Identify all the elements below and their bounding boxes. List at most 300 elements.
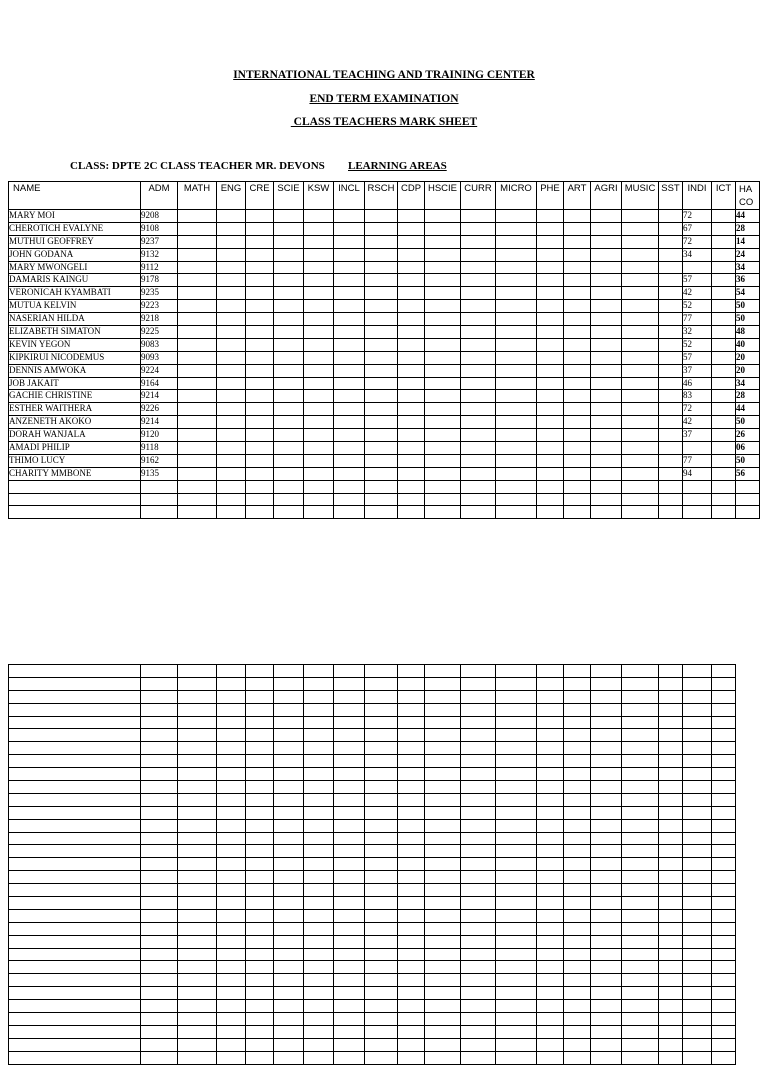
mark-cell [217,351,246,364]
mark-cell [659,416,683,429]
mark-cell [304,326,334,339]
mark-cell [425,313,461,326]
blank-cell [334,716,365,729]
mark-cell [622,222,659,235]
mark-cell [365,248,398,261]
blank-cell [683,781,712,794]
student-name: KIPKIRUI NICODEMUS [9,351,141,364]
blank-cell [246,690,274,703]
mark-cell [365,261,398,274]
blank-cell [683,768,712,781]
mark-cell [712,364,736,377]
mark-cell [246,274,274,287]
mark-cell [398,403,425,416]
mark-cell [178,351,217,364]
blank-cell [365,884,398,897]
blank-cell [398,806,425,819]
mark-cell [178,274,217,287]
blank-cell [712,703,736,716]
blank-cell [178,948,217,961]
blank-cell [537,665,564,678]
blank-cell [461,948,496,961]
blank-cell [496,948,537,961]
empty-cell [334,506,365,519]
mark-cell [178,390,217,403]
adm-number: 9218 [141,313,178,326]
blank-cell [274,665,304,678]
mark-cell [659,454,683,467]
mark-cell [496,429,537,442]
blank-cell [217,1025,246,1038]
mark-cell [274,248,304,261]
mark-cell [622,390,659,403]
mark-cell [622,235,659,248]
blank-cell [425,1000,461,1013]
blank-cell [304,768,334,781]
student-row [9,429,760,442]
mark-cell [591,377,622,390]
blank-cell [622,806,659,819]
blank-cell [461,961,496,974]
blank-cell [9,1025,141,1038]
blank-cell [564,793,591,806]
mark-cell [537,390,564,403]
blank-cell [398,922,425,935]
mark-cell [246,351,274,364]
mark-cell [304,235,334,248]
blank-cell [274,948,304,961]
mark-cell [425,416,461,429]
last-column-mark: 36 [736,274,760,287]
mark-cell [246,261,274,274]
blank-cell [334,1000,365,1013]
blank-cell [461,935,496,948]
mark-cell [304,442,334,455]
blank-cell [246,742,274,755]
blank-cell [217,987,246,1000]
mark-cell [591,442,622,455]
blank-cell [334,897,365,910]
blank-cell [496,884,537,897]
blank-cell [591,742,622,755]
blank-row [9,948,736,961]
blank-cell [425,832,461,845]
blank-cell [496,832,537,845]
mark-cell [712,313,736,326]
blank-cell [659,832,683,845]
empty-cell [141,480,178,493]
column-header-curr: CURR [461,182,496,210]
mark-cell [496,403,537,416]
blank-cell [683,909,712,922]
mark-cell [425,326,461,339]
blank-cell [622,755,659,768]
mark-cell [537,287,564,300]
blank-cell [141,909,178,922]
blank-row [9,1051,736,1064]
blank-cell [622,703,659,716]
blank-cell [622,1025,659,1038]
blank-cell [365,806,398,819]
indi-mark: 34 [683,248,712,261]
blank-cell [246,845,274,858]
blank-cell [683,755,712,768]
indi-mark: 72 [683,235,712,248]
mark-cell [398,442,425,455]
blank-cell [461,806,496,819]
mark-cell [659,222,683,235]
blank-cell [334,974,365,987]
mark-cell [712,274,736,287]
blank-cell [591,948,622,961]
empty-cell [683,480,712,493]
blank-cell [537,1051,564,1064]
blank-cell [141,768,178,781]
blank-cell [304,897,334,910]
blank-row [9,961,736,974]
mark-cell [496,261,537,274]
blank-cell [217,922,246,935]
blank-cell [141,703,178,716]
mark-cell [591,454,622,467]
mark-cell [217,364,246,377]
blank-cell [537,793,564,806]
blank-cell [683,1000,712,1013]
mark-cell [365,416,398,429]
mark-cell [425,261,461,274]
blank-row [9,922,736,935]
blank-cell [178,961,217,974]
mark-cell [334,338,365,351]
empty-cell [736,506,760,519]
mark-cell [591,416,622,429]
blank-cell [591,793,622,806]
blank-row [9,768,736,781]
blank-cell [461,922,496,935]
mark-cell [712,222,736,235]
blank-cell [622,909,659,922]
blank-cell [537,806,564,819]
blank-cell [246,948,274,961]
blank-cell [178,806,217,819]
blank-cell [564,819,591,832]
blank-cell [365,755,398,768]
mark-cell [217,454,246,467]
indi-mark: 37 [683,429,712,442]
blank-cell [141,871,178,884]
blank-cell [659,677,683,690]
mark-cell [217,261,246,274]
mark-cell [496,313,537,326]
blank-cell [141,793,178,806]
blank-cell [217,703,246,716]
blank-cell [141,897,178,910]
blank-cell [659,729,683,742]
blank-cell [425,781,461,794]
mark-cell [274,351,304,364]
mark-cell [304,248,334,261]
blank-cell [712,935,736,948]
blank-row [9,793,736,806]
blank-cell [365,1038,398,1051]
mark-cell [398,416,425,429]
blank-cell [712,1000,736,1013]
mark-cell [622,313,659,326]
blank-cell [398,781,425,794]
mark-cell [659,442,683,455]
mark-cell [274,222,304,235]
indi-mark: 94 [683,467,712,480]
indi-mark: 83 [683,390,712,403]
student-row [9,261,760,274]
blank-cell [365,768,398,781]
blank-cell [425,742,461,755]
empty-cell [683,506,712,519]
blank-cell [217,806,246,819]
student-name: MUTHUI GEOFFREY [9,235,141,248]
mark-cell [461,403,496,416]
blank-cell [141,1025,178,1038]
blank-cell [496,768,537,781]
blank-cell [304,935,334,948]
empty-cell [398,493,425,506]
blank-cell [461,690,496,703]
empty-cell [496,480,537,493]
blank-cell [564,1051,591,1064]
mark-cell [217,274,246,287]
blank-cell [425,922,461,935]
blank-cell [683,677,712,690]
blank-cell [9,1051,141,1064]
blank-cell [659,909,683,922]
column-header-hscie: HSCIE [425,182,461,210]
blank-cell [141,948,178,961]
blank-cell [461,858,496,871]
mark-cell [274,416,304,429]
blank-cell [496,806,537,819]
mark-cell [564,429,591,442]
blank-cell [246,897,274,910]
blank-cell [246,806,274,819]
blank-cell [178,974,217,987]
adm-number: 9237 [141,235,178,248]
mark-cell [217,222,246,235]
blank-cell [141,1000,178,1013]
mark-cell [537,467,564,480]
blank-row [9,755,736,768]
blank-cell [274,987,304,1000]
blank-cell [141,884,178,897]
blank-cell [274,974,304,987]
blank-cell [537,832,564,845]
last-column-mark: 44 [736,210,760,223]
mark-cell [564,467,591,480]
blank-cell [398,755,425,768]
blank-cell [496,922,537,935]
blank-cell [398,884,425,897]
blank-cell [178,781,217,794]
empty-cell [461,506,496,519]
mark-cell [591,351,622,364]
empty-cell [461,493,496,506]
mark-cell [425,442,461,455]
blank-cell [712,948,736,961]
blank-cell [564,729,591,742]
blank-cell [537,690,564,703]
mark-cell [461,261,496,274]
blank-cell [365,729,398,742]
blank-cell [461,677,496,690]
mark-cell [365,338,398,351]
blank-cell [304,858,334,871]
empty-cell [591,493,622,506]
blank-cell [9,884,141,897]
student-row [9,377,760,390]
blank-cell [591,987,622,1000]
mark-cell [537,442,564,455]
mark-cell [622,261,659,274]
student-name: ANZENETH AKOKO [9,416,141,429]
blank-row [9,716,736,729]
empty-row [9,506,760,519]
blank-cell [564,806,591,819]
blank-cell [712,871,736,884]
indi-mark: 37 [683,364,712,377]
mark-cell [496,338,537,351]
blank-row [9,703,736,716]
blank-cell [9,922,141,935]
mark-cell [217,442,246,455]
blank-cell [564,871,591,884]
mark-cell [246,235,274,248]
empty-cell [564,493,591,506]
student-name: MUTUA KELVIN [9,300,141,313]
blank-cell [217,845,246,858]
blank-cell [591,845,622,858]
blank-cell [304,845,334,858]
mark-cell [712,287,736,300]
blank-cell [496,742,537,755]
blank-cell [246,1051,274,1064]
blank-row [9,1038,736,1051]
blank-cell [398,871,425,884]
blank-cell [141,755,178,768]
empty-cell [246,480,274,493]
blank-row [9,806,736,819]
blank-cell [461,742,496,755]
blank-cell [622,987,659,1000]
blank-cell [365,935,398,948]
mark-cell [564,338,591,351]
blank-cell [537,781,564,794]
blank-cell [274,677,304,690]
empty-cell [591,480,622,493]
mark-cell [398,300,425,313]
mark-cell [217,429,246,442]
blank-cell [141,781,178,794]
mark-cell [564,390,591,403]
mark-cell [496,300,537,313]
blank-cell [398,948,425,961]
blank-cell [398,1025,425,1038]
blank-cell [304,1051,334,1064]
blank-cell [537,845,564,858]
blank-cell [425,703,461,716]
mark-cell [537,403,564,416]
blank-cell [365,742,398,755]
mark-cell [659,235,683,248]
blank-cell [425,858,461,871]
blank-cell [622,793,659,806]
blank-cell [178,793,217,806]
blank-cell [217,1051,246,1064]
blank-cell [304,961,334,974]
mark-cell [365,326,398,339]
blank-cell [425,1051,461,1064]
blank-cell [365,703,398,716]
mark-cell [246,210,274,223]
empty-cell [246,493,274,506]
blank-cell [683,884,712,897]
adm-number: 9164 [141,377,178,390]
mark-cell [398,377,425,390]
blank-cell [365,819,398,832]
blank-cell [591,1051,622,1064]
last-column-mark: 48 [736,326,760,339]
blank-cell [9,806,141,819]
blank-cell [712,716,736,729]
mark-cell [537,248,564,261]
blank-row [9,974,736,987]
blank-row [9,858,736,871]
mark-cell [425,210,461,223]
blank-cell [365,716,398,729]
mark-cell [304,416,334,429]
mark-cell [496,274,537,287]
mark-cell [274,442,304,455]
blank-cell [683,858,712,871]
blank-cell [9,793,141,806]
indi-mark: 32 [683,326,712,339]
mark-cell [461,442,496,455]
empty-cell [304,506,334,519]
student-row [9,442,760,455]
mark-cell [217,300,246,313]
blank-cell [217,1000,246,1013]
mark-cell [178,467,217,480]
blank-cell [304,871,334,884]
blank-cell [274,1025,304,1038]
blank-row [9,987,736,1000]
blank-cell [334,884,365,897]
mark-cell [461,416,496,429]
blank-cell [564,742,591,755]
mark-cell [591,300,622,313]
blank-cell [425,716,461,729]
blank-cell [274,935,304,948]
blank-cell [217,729,246,742]
blank-cell [246,819,274,832]
mark-cell [537,235,564,248]
mark-cell [274,326,304,339]
blank-cell [425,1038,461,1051]
mark-cell [178,210,217,223]
blank-cell [334,858,365,871]
blank-cell [141,742,178,755]
blank-cell [141,845,178,858]
mark-cell [659,364,683,377]
blank-cell [622,897,659,910]
